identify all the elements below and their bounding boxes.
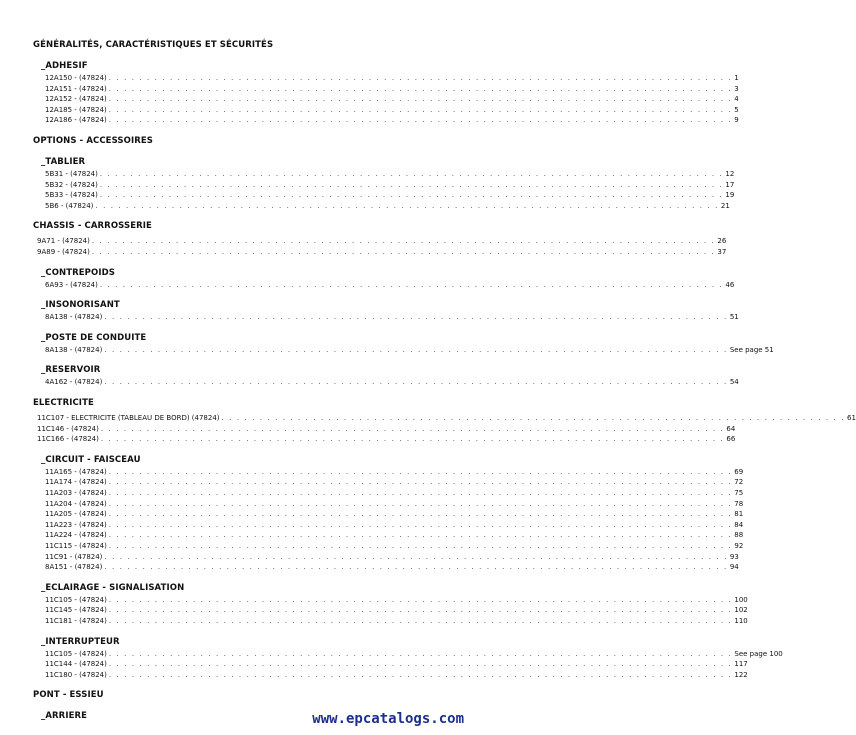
toc-entry-label: 11C146 - (47824) [37, 424, 99, 433]
dot-leader: . . . . . . . . . . . . . . . . . . . . . . . . . . . . . . . . . . . . . . . . . . . . . . . . . . . . . . . . . . . . . . . . . . . . . . . . . . . . . . . . . . [99, 180, 724, 189]
toc-entry-page: 117 [734, 660, 748, 669]
toc-entry-label: 11C144 - (47824) [45, 660, 107, 669]
toc-entry[interactable] [45, 552, 739, 563]
toc-entry[interactable] [45, 530, 744, 541]
toc-entry[interactable] [45, 280, 735, 291]
toc-entry-page: 64 [726, 424, 736, 433]
toc-entry-page: 19 [725, 191, 735, 200]
toc-entry[interactable] [45, 201, 730, 212]
dot-leader: . . . . . . . . . . . . . . . . . . . . . . . . . . . . . . . . . . . . . . . . . . . . . . . . . . . . . . . . . . . . . . . . . . . . . . . . . . . . . . . . . . [108, 478, 733, 487]
toc-entry-page: See page 100 [734, 649, 783, 658]
toc-entry-label: 11A223 - (47824) [45, 520, 107, 529]
toc-entry-page: 69 [734, 467, 744, 476]
toc-entry-page: 88 [734, 531, 744, 540]
watermark-url[interactable]: www.epcatalogs.com [312, 711, 464, 727]
toc-entry-label: 11C145 - (47824) [45, 606, 107, 615]
dot-leader: . . . . . . . . . . . . . . . . . . . . . . . . . . . . . . . . . . . . . . . . . . . . . . . . . . . . . . . . . . . . . . . . . . . . . . . . . . . . . . . . . . [104, 552, 728, 561]
toc-entry-page: 3 [734, 84, 739, 93]
toc-entry-page: 122 [734, 670, 748, 679]
toc-entry-label: 12A185 - (47824) [45, 105, 107, 114]
toc-entry[interactable] [45, 488, 744, 499]
toc-entry[interactable] [45, 312, 739, 323]
toc-entry-label: 12A152 - (47824) [45, 95, 107, 104]
toc-entry-page: 84 [734, 520, 744, 529]
dot-leader: . . . . . . . . . . . . . . . . . . . . . . . . . . . . . . . . . . . . . . . . . . . . . . . . . . . . . . . . . . . . . . . . . . . . . . . . . . . . . . . . . . [108, 499, 733, 508]
dot-leader: . . . . . . . . . . . . . . . . . . . . . . . . . . . . . . . . . . . . . . . . . . . . . . . . . . . . . . . . . . . . . . . . . . . . . . . . . . . . . . . . . . [99, 170, 724, 178]
dot-leader: . . . . . . . . . . . . . . . . . . . . . . . . . . . . . . . . . . . . . . . . . . . . . . . . . . . . . . . . . . . . . . . . . . . . . . . . . . . . . . . . . . [100, 424, 725, 433]
dot-leader: . . . . . . . . . . . . . . . . . . . . . . . . . . . . . . . . . . . . . . . . . . . . . . . . . . . . . . . . . . . . . . . . . . . . . . . . . . . . . . . . . . [108, 595, 733, 604]
toc-entry-page: 37 [717, 248, 727, 256]
toc-entry[interactable] [45, 509, 744, 520]
toc-entry[interactable] [37, 434, 736, 445]
toc-entry[interactable] [45, 616, 748, 627]
toc-entry[interactable] [37, 236, 727, 247]
dot-leader: . . . . . . . . . . . . . . . . . . . . . . . . . . . . . . . . . . . . . . . . . . . . . . . . . . . . . . . . . . . . . . . . . . . . . . . . . . . . . . . . . . [95, 201, 719, 210]
toc-entry-page: 5 [734, 105, 739, 114]
subsection-heading: _INSONORISANT [41, 300, 120, 311]
toc-entry-page: 102 [734, 606, 748, 615]
toc-entry-page: 1 [734, 74, 739, 82]
dot-leader: . . . . . . . . . . . . . . . . . . . . . . . . . . . . . . . . . . . . . . . . . . . . . . . . . . . . . . . . . . . . . . . . . . . . . . . . . . . . . . . . . . [99, 280, 724, 289]
toc-entry-label: 11C115 - (47824) [45, 542, 107, 550]
subsection-heading: _TABLIER [41, 157, 86, 167]
toc-entry-label: 9A71 - (47824) [37, 237, 90, 246]
toc-entry-page: 93 [729, 552, 739, 561]
toc-entry[interactable] [45, 115, 739, 126]
dot-leader: . . . . . . . . . . . . . . . . . . . . . . . . . . . . . . . . . . . . . . . . . . . . . . . . . . . . . . . . . . . . . . . . . . . . . . . . . . . . . . . . . . [108, 670, 733, 679]
dot-leader: . . . . . . . . . . . . . . . . . . . . . . . . . . . . . . . . . . . . . . . . . . . . . . . . . . . . . . . . . . . . . . . . . . . . . . . . . . . . . . . . . . [91, 237, 716, 246]
dot-leader: . . . . . . . . . . . . . . . . . . . . . . . . . . . . . . . . . . . . . . . . . . . . . . . . . . . . . . . . . . . . . . . . . . . . . . . . . . . . . . . . . . [108, 84, 733, 93]
toc-entry-label: 11C105 - (47824) [45, 595, 107, 604]
toc-entry-label: 8A138 - (47824) [45, 313, 103, 322]
toc-entry-label: 4A162 - (47824) [45, 378, 103, 387]
toc-entry-page: 51 [729, 313, 739, 322]
dot-leader: . . . . . . . . . . . . . . . . . . . . . . . . . . . . . . . . . . . . . . . . . . . . . . . . . . . . . . . . . . . . . . . . . . . . . . . . . . . . . . . . . . [108, 105, 733, 114]
toc-entry[interactable] [45, 595, 748, 606]
toc-entry[interactable] [45, 649, 783, 660]
toc-entry[interactable] [45, 190, 735, 201]
dot-leader: . . . . . . . . . . . . . . . . . . . . . . . . . . . . . . . . . . . . . . . . . . . . . . . . . . . . . . . . . . . . . . . . . . . . . . . . . . . . . . . . . . [108, 606, 733, 615]
toc-entry-label: 11A165 - (47824) [45, 467, 107, 476]
toc-entry-label: 11C180 - (47824) [45, 670, 107, 679]
toc-entry[interactable] [37, 247, 727, 258]
dot-leader: . . . . . . . . . . . . . . . . . . . . . . . . . . . . . . . . . . . . . . . . . . . . . . . . . . . . . . . . . . . . . . . . . . . . . . . . . . . . . . . . . . [108, 531, 733, 540]
toc-entry-page: 75 [734, 489, 744, 497]
subsection-heading: _POSTE DE CONDUITE [41, 332, 147, 343]
toc-entry-page: 17 [725, 180, 735, 189]
toc-entry[interactable] [45, 169, 735, 180]
toc-entry-label: 5B31 - (47824) [45, 170, 98, 178]
dot-leader: . . . . . . . . . . . . . . . . . . . . . . . . . . . . . . . . . . . . . . . . . . . . . . . . . . . . . . . . . . . . . . . . . . . . . . . . . . . . . . . . . . [108, 649, 733, 658]
toc-entry-page: 72 [734, 478, 744, 487]
toc-entry[interactable] [45, 659, 748, 670]
toc-entry-label: 11C105 - (47824) [45, 649, 107, 658]
toc-entry-page: 54 [729, 378, 739, 387]
subsection-heading: _ARRIERE [41, 711, 88, 722]
toc-entry-label: 5B6 - (47824) [45, 201, 94, 210]
dot-leader: . . . . . . . . . . . . . . . . . . . . . . . . . . . . . . . . . . . . . . . . . . . . . . . . . . . . . . . . . . . . . . . . . . . . . . . . . . . . . . . . . . [104, 563, 728, 572]
toc-entry-page: 94 [729, 563, 739, 572]
toc-entry-page: 46 [725, 280, 735, 289]
toc-entry-label: 11C166 - (47824) [37, 435, 99, 444]
dot-leader: . . . . . . . . . . . . . . . . . . . . . . . . . . . . . . . . . . . . . . . . . . . . . . . . . . . . . . . . . . . . . . . . . . . . . . . . . . . . . . . . . . [108, 660, 733, 669]
dot-leader: . . . . . . . . . . . . . . . . . . . . . . . . . . . . . . . . . . . . . . . . . . . . . . . . . . . . . . . . . . . . . . . . . . . . . . . . . . . . . . . . . . [104, 345, 728, 354]
toc-entry[interactable] [45, 670, 748, 681]
toc-entry[interactable] [45, 605, 748, 616]
toc-entry-page: See page 51 [729, 345, 774, 354]
toc-entry-label: 12A151 - (47824) [45, 84, 107, 93]
toc-entry-label: 11A204 - (47824) [45, 499, 107, 508]
dot-leader: . . . . . . . . . . . . . . . . . . . . . . . . . . . . . . . . . . . . . . . . . . . . . . . . . . . . . . . . . . . . . . . . . . . . . . . . . . . . . . . . . . [108, 116, 733, 125]
toc-entry-page: 12 [725, 170, 735, 178]
section-heading: PONT - ESSIEU [33, 690, 104, 701]
toc-entry[interactable] [45, 377, 739, 388]
toc-entry[interactable] [45, 499, 744, 510]
dot-leader: . . . . . . . . . . . . . . . . . . . . . . . . . . . . . . . . . . . . . . . . . . . . . . . . . . . . . . . . . . . . . . . . . . . . . . . . . . . . . . . . . . [108, 74, 733, 82]
toc-entry[interactable] [45, 520, 744, 531]
subsection-heading: _CONTREPOIDS [41, 267, 115, 278]
toc-entry[interactable] [45, 105, 739, 116]
toc-entry-page: 4 [734, 95, 739, 104]
subsection-heading: _ADHESIF [41, 61, 88, 71]
toc-entry-label: 12A186 - (47824) [45, 116, 107, 125]
subsection-heading: _CIRCUIT - FAISCEAU [41, 454, 141, 465]
toc-entry[interactable] [37, 424, 736, 435]
section-heading: ELECTRICITE [33, 398, 94, 408]
toc-entry[interactable] [37, 413, 856, 424]
toc-entry-page: 110 [734, 617, 748, 625]
toc-entry-page: 61 [847, 414, 856, 422]
toc-entry[interactable] [45, 562, 739, 573]
toc-entry-label: 5B33 - (47824) [45, 191, 98, 200]
dot-leader: . . . . . . . . . . . . . . . . . . . . . . . . . . . . . . . . . . . . . . . . . . . . . . . . . . . . . . . . . . . . . . . . . . . . . . . . . . . . . . . . . . [108, 617, 733, 625]
dot-leader: . . . . . . . . . . . . . . . . . . . . . . . . . . . . . . . . . . . . . . . . . . . . . . . . . . . . . . . . . . . . . . . . . . . . . . . . . . . . . . . . . . [108, 520, 733, 529]
dot-leader: . . . . . . . . . . . . . . . . . . . . . . . . . . . . . . . . . . . . . . . . . . . . . . . . . . . . . . . . . . . . . . . . . . . . . . . . . . . . . . . . . . [108, 542, 733, 550]
dot-leader: . . . . . . . . . . . . . . . . . . . . . . . . . . . . . . . . . . . . . . . . . . . . . . . . . . . . . . . . . . . . . . . . . . . . . . . . . . . . . . . . . . [108, 467, 733, 476]
subsection-heading: _ECLAIRAGE - SIGNALISATION [41, 582, 185, 593]
toc-entry-label: 9A89 - (47824) [37, 248, 90, 256]
toc-entry-page: 92 [734, 542, 744, 550]
toc-entry-page: 21 [720, 201, 730, 210]
toc-entry-label: 8A138 - (47824) [45, 345, 103, 354]
toc-entry-label: 12A150 - (47824) [45, 74, 107, 82]
dot-leader: . . . . . . . . . . . . . . . . . . . . . . . . . . . . . . . . . . . . . . . . . . . . . . . . . . . . . . . . . . . . . . . . . . . . . . . . . . . . . . . . . . [108, 489, 733, 497]
toc-entry-label: 5B32 - (47824) [45, 180, 98, 189]
toc-entry[interactable] [45, 541, 744, 552]
toc-entry[interactable] [45, 345, 774, 356]
toc-entry[interactable] [45, 467, 744, 478]
toc-entry-page: 100 [734, 595, 748, 604]
dot-leader: . . . . . . . . . . . . . . . . . . . . . . . . . . . . . . . . . . . . . . . . . . . . . . . . . . . . . . . . . . . . . . . . . . . . . . . . . . . . . . . . . . [221, 414, 846, 422]
toc-entry[interactable] [45, 73, 739, 84]
toc-entry[interactable] [45, 84, 739, 95]
dot-leader: . . . . . . . . . . . . . . . . . . . . . . . . . . . . . . . . . . . . . . . . . . . . . . . . . . . . . . . . . . . . . . . . . . . . . . . . . . . . . . . . . . [108, 510, 733, 519]
dot-leader: . . . . . . . . . . . . . . . . . . . . . . . . . . . . . . . . . . . . . . . . . . . . . . . . . . . . . . . . . . . . . . . . . . . . . . . . . . . . . . . . . . [91, 248, 716, 256]
toc-entry[interactable] [45, 94, 739, 105]
toc-entry-label: 11A174 - (47824) [45, 478, 107, 487]
dot-leader: . . . . . . . . . . . . . . . . . . . . . . . . . . . . . . . . . . . . . . . . . . . . . . . . . . . . . . . . . . . . . . . . . . . . . . . . . . . . . . . . . . [100, 435, 725, 444]
toc-entry-page: 26 [717, 237, 727, 246]
dot-leader: . . . . . . . . . . . . . . . . . . . . . . . . . . . . . . . . . . . . . . . . . . . . . . . . . . . . . . . . . . . . . . . . . . . . . . . . . . . . . . . . . . [99, 191, 724, 200]
section-heading: OPTIONS - ACCESSOIRES [33, 136, 154, 146]
toc-entry-page: 66 [726, 435, 736, 444]
toc-entry-page: 9 [734, 116, 739, 125]
toc-entry-label: 11A205 - (47824) [45, 510, 107, 519]
toc-entry-label: 8A151 - (47824) [45, 563, 103, 572]
toc-entry[interactable] [45, 477, 744, 488]
toc-entry[interactable] [45, 180, 735, 191]
section-heading: GÉNÉRALITÉS, CARACTÉRISTIQUES ET SÉCURITÉS [33, 40, 274, 50]
toc-entry-page: 78 [734, 499, 744, 508]
dot-leader: . . . . . . . . . . . . . . . . . . . . . . . . . . . . . . . . . . . . . . . . . . . . . . . . . . . . . . . . . . . . . . . . . . . . . . . . . . . . . . . . . . [108, 95, 733, 104]
toc-entry-label: 11C107 - ELECTRICITE (TABLEAU DE BORD) (47824) [37, 414, 220, 422]
toc-entry-label: 11C91 - (47824) [45, 552, 103, 561]
toc-entry-label: 11A203 - (47824) [45, 489, 107, 497]
toc-entry-label: 6A93 - (47824) [45, 280, 98, 289]
dot-leader: . . . . . . . . . . . . . . . . . . . . . . . . . . . . . . . . . . . . . . . . . . . . . . . . . . . . . . . . . . . . . . . . . . . . . . . . . . . . . . . . . . [104, 313, 728, 322]
toc-entry-page: 81 [734, 510, 744, 519]
subsection-heading: _INTERRUPTEUR [41, 636, 120, 647]
section-heading: CHASSIS - CARROSSERIE [33, 221, 152, 232]
dot-leader: . . . . . . . . . . . . . . . . . . . . . . . . . . . . . . . . . . . . . . . . . . . . . . . . . . . . . . . . . . . . . . . . . . . . . . . . . . . . . . . . . . [104, 378, 728, 387]
subsection-heading: _RESERVOIR [41, 365, 101, 376]
toc-entry-label: 11C181 - (47824) [45, 617, 107, 625]
toc-entry-label: 11A224 - (47824) [45, 531, 107, 540]
